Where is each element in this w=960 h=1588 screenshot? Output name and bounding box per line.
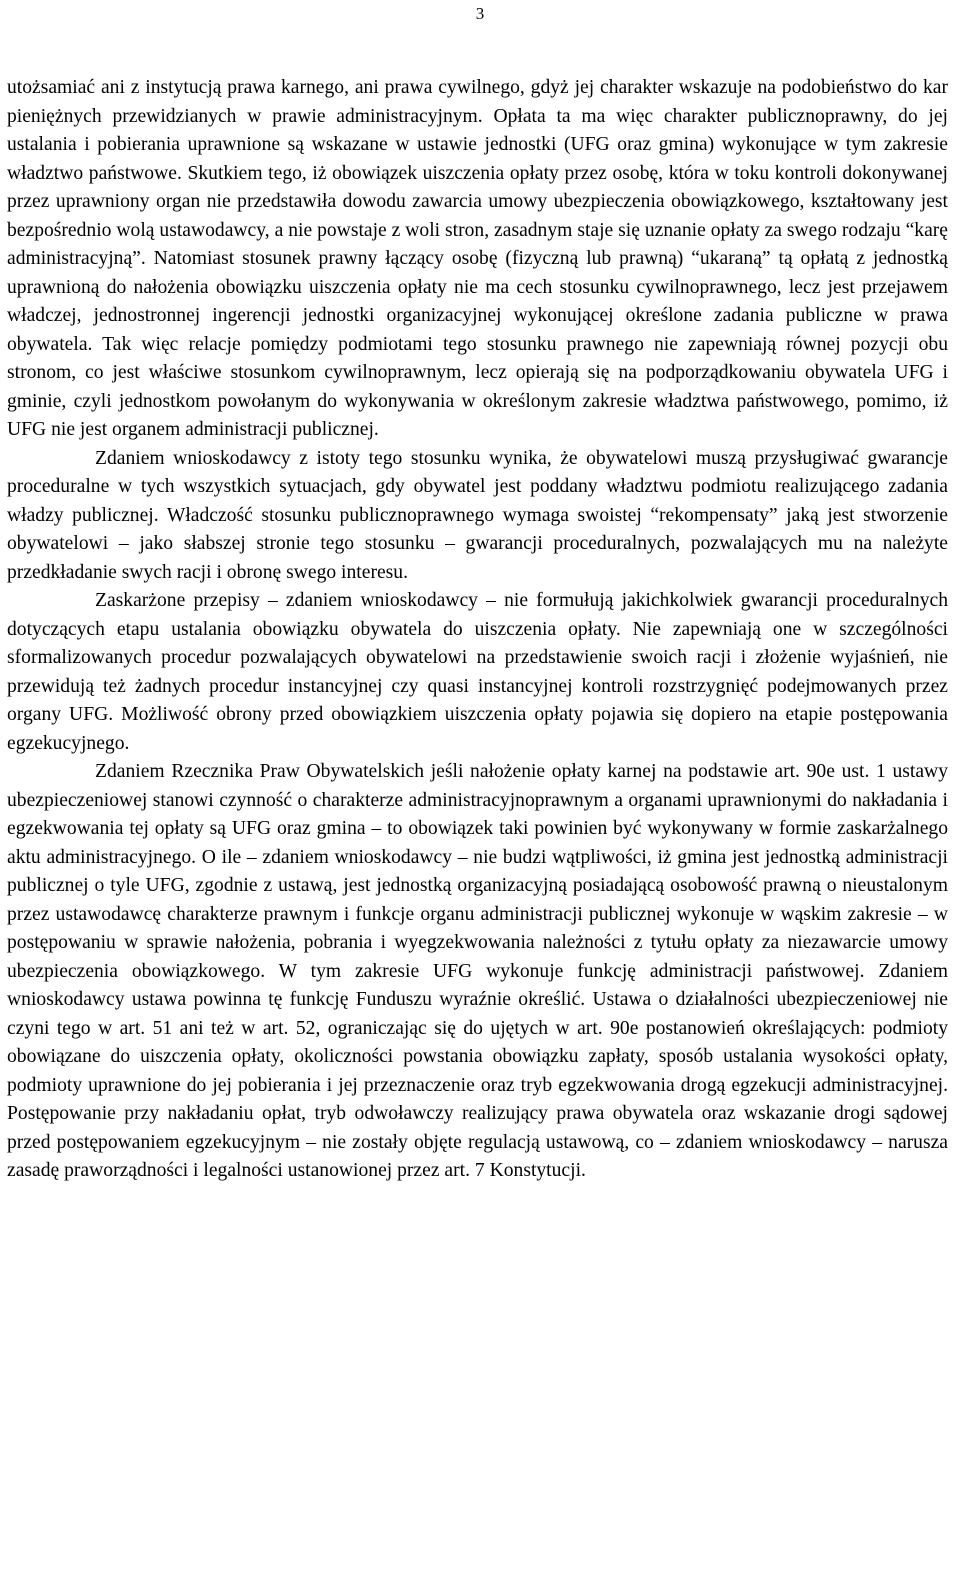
paragraph-2: Zdaniem wnioskodawcy z istoty tego stosunku wynika, że obywatelowi muszą przysługiwać gwarancje proceduralne w tych wszystkich sytuacjach, gdy obywatel jest poddany władztwu podmiotu realizującego zadania władzy publicznej. Władczość stosunku publicznoprawnego wymaga swoistej “rekompensaty” jaką jest stworzenie obywatelowi – jako słabszej stronie tego stosunku – gwarancji proceduralnych, pozwalających mu na należyte przedkładanie swych racji i obronę swego interesu. [7, 447, 948, 583]
paragraph-1: utożsamiać ani z instytucją prawa karnego, ani prawa cywilnego, gdyż jej charakter wskazuje na podobieństwo do kar pieniężnych przewidzianych w prawie administracyjnym. Opłata ta ma więc charakter publicznoprawny, do jej ustalania i pobierania uprawnione są wskazane w ustawie jednostki (UFG oraz gmina) wykonujące w tym zakresie władztwo państwowe. Skutkiem tego, iż obowiązek uiszczenia opłaty przez osobę, która w toku kontroli dokonywanej przez uprawniony organ nie przedstawiła dowodu zawarcia umowy ubezpieczenia obowiązkowego, kształtowany jest bezpośrednio wolą ustawodawcy, a nie powstaje z woli stron, zasadnym staje się uznanie opłaty za swego rodzaju “karę administracyjną”. Natomiast stosunek prawny łączący osobę (fizyczną lub prawną) “ukaraną” tą opłatą z jednostką uprawnioną do nałożenia obowiązku uiszczenia opłaty nie ma cech stosunku cywilnoprawnego, lecz jest przejawem władczej, jednostronnej ingerencji jednostki organizacyjnej wykonującej określone zadania publiczne w prawa obywatela. Tak więc relacje pomiędzy podmiotami tego stosunku prawnego nie zapewniają równej pozycji obu stronom, co jest właściwe stosunkom cywilnoprawnym, lecz opierają się na podporządkowaniu obywatela UFG i gminie, czyli jednostkom powołanym do wykonywania w określonym zakresie władztwa państwowego, pomimo, iż UFG nie jest organem administracji publicznej. [7, 77, 948, 440]
page-number: 3 [475, 4, 485, 23]
paragraph-4: Zdaniem Rzecznika Praw Obywatelskich jeśli nałożenie opłaty karnej na podstawie art. 90e ust. 1 ustawy ubezpieczeniowej stanowi czynność o charakterze administracyjnoprawnym a organami uprawnionymi do nakładania i egzekwowania tej opłaty są UFG oraz gmina – to obowiązek taki powinien być wykonywany w formie zaskarżalnego aktu administracyjnego. O ile – zdaniem wnioskodawcy – nie budzi wątpliwości, iż gmina jest jednostką administracji publicznej o tyle UFG, zgodnie z ustawą, jest jednostką organizacyjną posiadającą osobowość prawną o nieustalonym przez ustawodawcę charakterze prawnym i funkcje organu administracji publicznej wykonuje w wąskim zakresie – w postępowaniu w sprawie nałożenia, pobrania i wyegzekwowania należności z tytułu opłaty za niezawarcie umowy ubezpieczenia obowiązkowego. W tym zakresie UFG wykonuje funkcję administracji państwowej. Zdaniem wnioskodawcy ustawa powinna tę funkcję Funduszu wyraźnie określić. Ustawa o działalności ubezpieczeniowej nie czyni tego w art. 51 ani też w art. 52, ograniczając się do ujętych w art. 90e postanowień określających: podmioty obowiązane do uiszczenia opłaty, okoliczności powstania obowiązku zapłaty, sposób ustalania wysokości opłaty, podmioty uprawnione do jej pobierania i jej przeznaczenie oraz tryb egzekwowania drogą egzekucji administracyjnej. Postępowanie przy nakładaniu opłat, tryb odwoławczy realizujący prawa obywatela oraz wskazanie drogi sądowej przed postępowaniem egzekucyjnym – nie zostały objęte regulacją ustawową, co – zdaniem wnioskodawcy – narusza zasadę praworządności i legalności ustanowionej przez art. 7 Konstytucji. [7, 761, 948, 1181]
paragraph-3: Zaskarżone przepisy – zdaniem wnioskodawcy – nie formułują jakichkolwiek gwarancji proceduralnych dotyczących etapu ustalania obowiązku obywatela do uiszczenia opłaty. Nie zapewniają one w szczególności sformalizowanych procedur pozwalających obywatelowi na przedstawienie swoich racji i złożenie wyjaśnień, nie przewidują też żadnych procedur instancyjnej czy quasi instancyjnej kontroli rozstrzygnięć podejmowanych przez organy UFG. Możliwość obrony przed obowiązkiem uiszczenia opłaty pojawia się dopiero na etapie postępowania egzekucyjnego. [7, 590, 948, 754]
document-body [7, 74, 948, 1186]
